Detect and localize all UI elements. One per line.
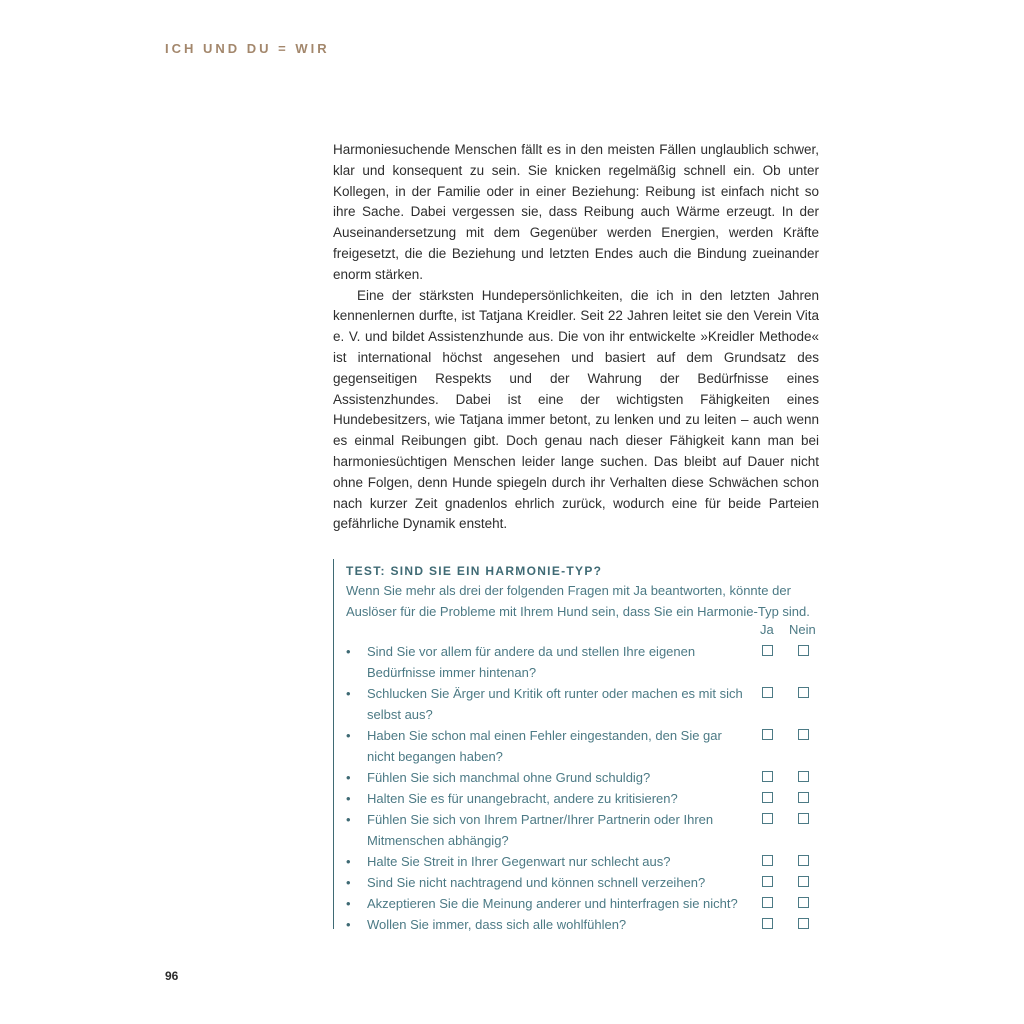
question-list (346, 641, 824, 935)
checkbox-yes[interactable] (762, 771, 773, 782)
question-item (346, 767, 824, 788)
question-item (346, 872, 824, 893)
checkbox-yes[interactable] (762, 792, 773, 803)
question-text: Haben Sie schon mal einen Fehler eingestanden, den Sie gar nicht begangen haben? (367, 728, 722, 764)
test-intro: Wenn Sie mehr als drei der folgenden Fragen mit Ja beantworten, könnte der Auslöser für die Probleme mit Ihrem Hund sein, dass Sie ein Harmonie-Typ sind. (346, 583, 810, 619)
checkbox-no[interactable] (798, 792, 809, 803)
question-text: Wollen Sie immer, dass sich alle wohlfühlen? (367, 917, 627, 932)
checkbox-yes[interactable] (762, 918, 773, 929)
question-item (346, 641, 824, 683)
bullet-icon: • (346, 917, 351, 932)
question-item (346, 683, 824, 725)
checkbox-no[interactable] (798, 729, 809, 740)
bullet-icon: • (346, 896, 351, 911)
question-text: Schlucken Sie Ärger und Kritik oft runter oder machen es mit sich selbst aus? (367, 686, 743, 722)
bullet-icon: • (346, 875, 351, 890)
bullet-icon: • (346, 770, 351, 785)
checkbox-no[interactable] (798, 813, 809, 824)
checkbox-yes[interactable] (762, 813, 773, 824)
test-box (333, 559, 823, 932)
question-text: Fühlen Sie sich von Ihrem Partner/Ihrer Partnerin oder Ihren Mitmenschen abhängig? (367, 812, 714, 848)
checkbox-yes[interactable] (762, 897, 773, 908)
question-text: Halte Sie Streit in Ihrer Gegenwart nur schlecht aus? (367, 854, 671, 869)
checkbox-yes[interactable] (762, 645, 773, 656)
paragraph: Eine der stärksten Hundepersönlichkeiten, die ich in den letzten Jahren kennenlernen durfte, ist Tatjana Kreidler. Seit 22 Jahren leitet sie den Verein Vita e. V. und bildet Assistenzhunde aus. Die von ihr entwickelte »Kreidler Methode« ist international höchst angesehen und basiert auf dem Grundsatz des gegenseitigen Respekts und der Wahrung der Bedürfnisse eines Assistenzhundes. Dabei ist eine der wichtigsten Fähigkeiten eines Hundebesitzers, wie Tatjana immer betont, zu lenken und zu leiten – auch wenn es einmal Reibungen gibt. Doch genau nach dieser Fähigkeit kann man bei harmoniesüchtigen Menschen leider lange suchen. Das bleibt auf Dauer nicht ohne Folgen, denn Hunde spiegeln durch ihr Verhalten diese Schwächen schon nach kurzer Zeit gnadenlos ehrlich zurück, wodurch eine für beide Parteien gefährliche Dynamik ensteht. (333, 287, 819, 532)
bullet-icon: • (346, 854, 351, 869)
question-text: Akzeptieren Sie die Meinung anderer und hinterfragen sie nicht? (367, 896, 738, 911)
checkbox-yes[interactable] (762, 876, 773, 887)
question-text: Halten Sie es für unangebracht, andere zu kritisieren? (367, 791, 678, 806)
column-header-no: Nein (789, 622, 816, 637)
question-item (346, 725, 824, 767)
bullet-icon: • (346, 791, 351, 806)
checkbox-no[interactable] (798, 687, 809, 698)
bullet-icon: • (346, 686, 351, 701)
checkbox-no[interactable] (798, 771, 809, 782)
paragraph: Harmoniesuchende Menschen fällt es in den meisten Fällen unglaublich schwer, klar und konsequent zu sein. Sie knicken regelmäßig schnell ein. Ob unter Kollegen, in der Familie oder in einer Beziehung: Reibung ist einfach nicht so ihre Sache. Dabei vergessen sie, dass Reibung auch Wärme erzeugt. In der Auseinandersetzung mit dem Gegenüber werden Energien, werden Kräfte freigesetzt, die die Beziehung und letzten Endes auch die Bindung zueinander enorm stärken. (333, 142, 819, 282)
checkbox-yes[interactable] (762, 729, 773, 740)
checkbox-no[interactable] (798, 876, 809, 887)
checkbox-no[interactable] (798, 855, 809, 866)
bullet-icon: • (346, 644, 351, 659)
bullet-icon: • (346, 728, 351, 743)
question-item (346, 893, 824, 914)
question-text: Fühlen Sie sich manchmal ohne Grund schuldig? (367, 770, 651, 785)
checkbox-no[interactable] (798, 918, 809, 929)
question-item (346, 851, 824, 872)
bullet-icon: • (346, 812, 351, 827)
test-title: TEST: SIND SIE EIN HARMONIE-TYP? (346, 564, 603, 578)
running-head: ICH UND DU = WIR (165, 41, 330, 56)
checkbox-yes[interactable] (762, 855, 773, 866)
body-text (333, 140, 819, 535)
question-item (346, 914, 824, 935)
question-item (346, 788, 824, 809)
checkbox-yes[interactable] (762, 687, 773, 698)
question-text: Sind Sie vor allem für andere da und stellen Ihre eigenen Bedürfnisse immer hintenan? (367, 644, 696, 680)
question-text: Sind Sie nicht nachtragend und können schnell verzeihen? (367, 875, 706, 890)
checkbox-no[interactable] (798, 897, 809, 908)
checkbox-no[interactable] (798, 645, 809, 656)
column-header-yes: Ja (760, 622, 774, 637)
question-item (346, 809, 824, 851)
page-number: 96 (165, 969, 179, 983)
